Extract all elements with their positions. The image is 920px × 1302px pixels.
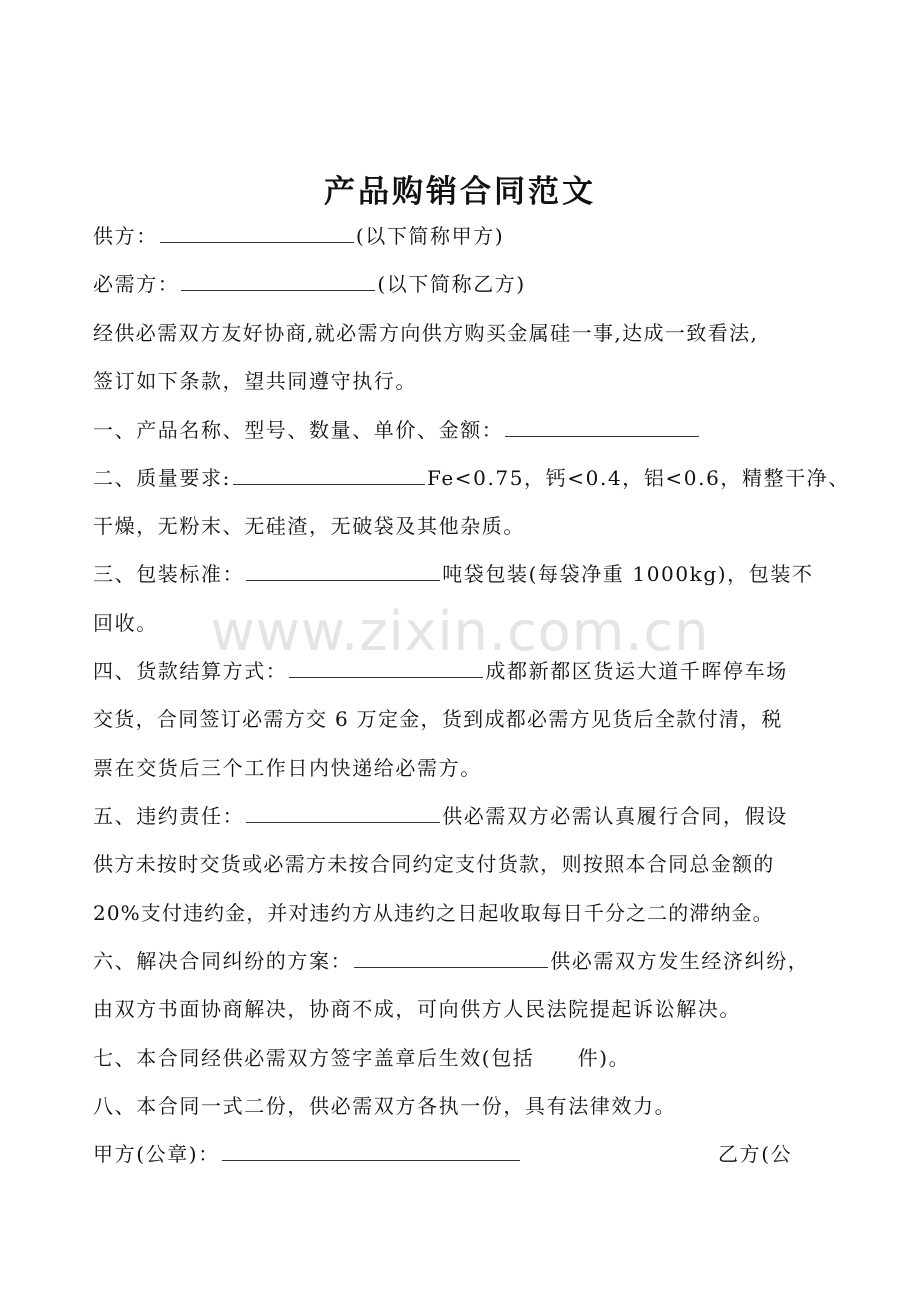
clause-8: 八、本合同一式二份，供必需双方各执一份，具有法律效力。 bbox=[93, 1094, 677, 1118]
intro-line-2: 签订如下条款，望共同遵守执行。 bbox=[93, 369, 417, 393]
document-title: 产品购销合同范文 bbox=[324, 174, 596, 210]
clause-3-label: 三、包装标准： bbox=[93, 562, 245, 586]
clause-3-text: 吨袋包装(每袋净重 1000kg)，包装不 bbox=[442, 562, 814, 586]
buyer-label: 必需方： bbox=[93, 272, 180, 296]
clause-5-label: 五、违约责任： bbox=[93, 804, 245, 828]
clause-6 bbox=[93, 948, 809, 974]
supplier-label: 供方： bbox=[93, 224, 158, 248]
clause-7: 七、本合同经供必需双方签字盖章后生效(包括 件)。 bbox=[93, 1046, 631, 1070]
clause-5-text: 供必需双方必需认真履行合同，假设 bbox=[442, 804, 788, 828]
signature-party-a-blank bbox=[222, 1142, 520, 1161]
clause-6-text: 供必需双方发生经济纠纷， bbox=[550, 949, 810, 973]
signature-party-a bbox=[93, 1141, 522, 1167]
clause-5-line-2: 供方未按时交货或必需方未按合同约定支付货款，则按照本合同总金额的 bbox=[93, 852, 775, 876]
supplier-line bbox=[93, 223, 504, 249]
signature-party-b: 乙方(公 bbox=[718, 1142, 793, 1166]
intro-line-1: 经供必需双方友好协商,就必需方向供方购买金属硅一事,达成一致看法, bbox=[93, 321, 759, 345]
clause-1 bbox=[93, 417, 701, 443]
clause-5-line-3: 20%支付违约金，并对违约方从违约之日起收取每日千分之二的滞纳金。 bbox=[93, 901, 774, 925]
clause-3-line-2: 回收。 bbox=[93, 611, 158, 635]
signature-party-a-label: 甲方(公章)： bbox=[93, 1142, 220, 1166]
buyer-suffix: (以下简称乙方) bbox=[377, 272, 526, 296]
clause-3 bbox=[93, 561, 814, 587]
clause-4-line-2: 交货，合同签订必需方交 6 万定金，货到成都必需方见货后全款付清，税 bbox=[93, 707, 783, 731]
clause-4-line-3: 票在交货后三个工作日内快递给必需方。 bbox=[93, 756, 482, 780]
buyer-line bbox=[93, 271, 526, 297]
clause-2 bbox=[93, 465, 850, 491]
clause-2-label: 二、质量要求: bbox=[93, 466, 231, 490]
clause-4-text: 成都新都区货运大道千晖停车场 bbox=[485, 659, 788, 683]
clause-5 bbox=[93, 803, 788, 829]
clause-6-blank bbox=[354, 949, 548, 968]
clause-1-blank bbox=[505, 418, 699, 437]
clause-5-blank bbox=[246, 804, 440, 823]
supplier-blank bbox=[160, 224, 354, 243]
clause-2-blank bbox=[233, 466, 425, 485]
clause-1-text: 一、产品名称、型号、数量、单价、金额： bbox=[93, 418, 504, 442]
clause-6-line-2: 由双方书面协商解决，协商不成，可向供方人民法院提起诉讼解决。 bbox=[93, 997, 741, 1021]
buyer-blank bbox=[181, 272, 375, 291]
clause-6-label: 六、解决合同纠纷的方案： bbox=[93, 949, 353, 973]
clause-2-text: Fe<0.75，钙<0.4，铝<0.6，精整干净、 bbox=[426, 466, 850, 490]
clause-3-blank bbox=[246, 562, 440, 581]
supplier-suffix: (以下简称甲方) bbox=[355, 224, 505, 248]
clause-2-line-2: 干燥，无粉末、无硅渣，无破袋及其他杂质。 bbox=[93, 514, 525, 538]
clause-4-label: 四、货款结算方式： bbox=[93, 659, 288, 683]
watermark: www.zixin.com.cn bbox=[210, 600, 710, 663]
